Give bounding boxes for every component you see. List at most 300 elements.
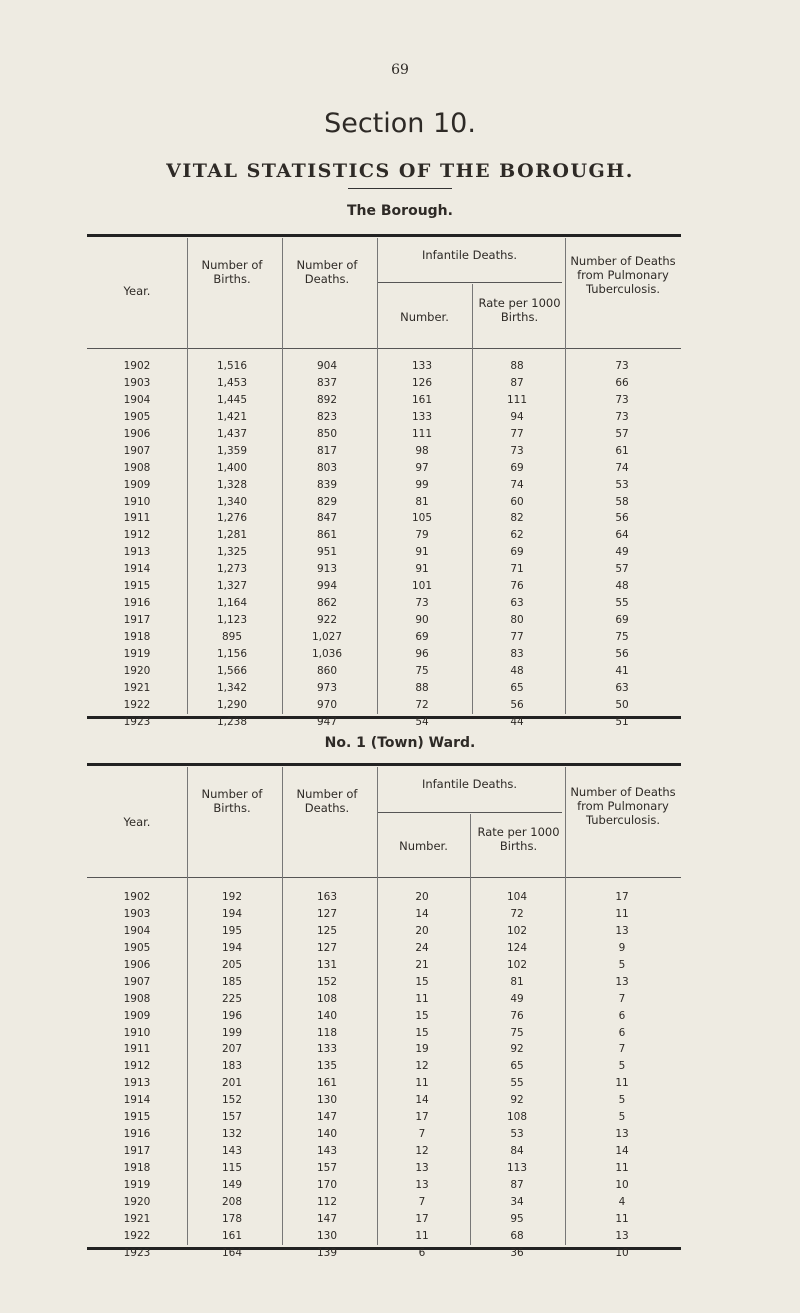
deaths-cell: 170 bbox=[316, 1178, 338, 1191]
table-row bbox=[87, 991, 681, 1008]
births-cell: 183 bbox=[221, 1060, 243, 1073]
table-row bbox=[87, 1008, 681, 1025]
deaths-cell: 147 bbox=[316, 1212, 338, 1225]
title-divider bbox=[348, 188, 452, 189]
pulmonary-deaths-cell: 48 bbox=[615, 580, 629, 593]
births-cell: 1,437 bbox=[216, 427, 248, 440]
infant-rate-cell: 34 bbox=[510, 1195, 524, 1208]
infant-deaths-cell: 88 bbox=[415, 681, 429, 694]
year-cell: 1902 bbox=[123, 360, 151, 372]
year-cell: 1904 bbox=[123, 924, 151, 937]
year-cell: 1907 bbox=[123, 975, 151, 988]
header-births: Number of Births. bbox=[201, 787, 263, 815]
infant-deaths-cell: 105 bbox=[411, 512, 433, 525]
infant-rate-cell: 69 bbox=[510, 546, 524, 559]
births-cell: 152 bbox=[221, 1094, 243, 1107]
year-cell: 1920 bbox=[123, 664, 151, 677]
births-cell: 208 bbox=[221, 1195, 243, 1208]
page-number: 69 bbox=[391, 62, 409, 78]
deaths-cell: 112 bbox=[316, 1195, 338, 1208]
births-cell: 185 bbox=[221, 975, 243, 988]
header-year: Year. bbox=[123, 815, 151, 829]
births-cell: 143 bbox=[221, 1145, 243, 1158]
infant-rate-cell: 92 bbox=[510, 1094, 524, 1107]
deaths-cell: 140 bbox=[316, 1128, 338, 1141]
deaths-cell: 860 bbox=[316, 664, 338, 677]
table-row bbox=[87, 974, 681, 991]
infant-deaths-cell: 99 bbox=[415, 478, 429, 491]
pulmonary-deaths-cell: 9 bbox=[618, 941, 626, 954]
deaths-cell: 823 bbox=[316, 410, 338, 423]
births-cell: 164 bbox=[221, 1246, 243, 1259]
deaths-cell: 973 bbox=[316, 681, 338, 694]
infant-rate-cell: 69 bbox=[510, 461, 524, 474]
pulmonary-deaths-cell: 6 bbox=[618, 1009, 626, 1022]
infant-rate-cell: 68 bbox=[510, 1229, 524, 1242]
deaths-cell: 161 bbox=[316, 1077, 338, 1090]
year-cell: 1915 bbox=[123, 580, 151, 593]
year-cell: 1916 bbox=[123, 1128, 151, 1141]
pulmonary-deaths-cell: 11 bbox=[615, 1162, 629, 1174]
pulmonary-deaths-cell: 57 bbox=[615, 563, 629, 576]
deaths-cell: 131 bbox=[316, 958, 338, 971]
deaths-cell: 127 bbox=[316, 941, 338, 954]
infant-rate-cell: 95 bbox=[510, 1212, 524, 1225]
infant-rate-cell: 75 bbox=[510, 1026, 524, 1039]
pulmonary-deaths-cell: 11 bbox=[615, 1212, 629, 1225]
pulmonary-deaths-cell: 63 bbox=[615, 681, 629, 694]
infant-deaths-cell: 97 bbox=[415, 461, 429, 474]
year-cell: 1905 bbox=[123, 941, 151, 954]
deaths-cell: 817 bbox=[316, 444, 338, 457]
deaths-cell: 861 bbox=[316, 529, 338, 542]
infant-deaths-cell: 101 bbox=[411, 580, 433, 593]
year-cell: 1920 bbox=[123, 1195, 151, 1208]
table-row bbox=[87, 578, 681, 595]
births-cell: 161 bbox=[221, 1229, 243, 1242]
table-row bbox=[87, 940, 681, 957]
table-row bbox=[87, 1058, 681, 1075]
infant-rate-cell: 94 bbox=[510, 410, 524, 423]
pulmonary-deaths-cell: 57 bbox=[615, 427, 629, 440]
infant-deaths-cell: 20 bbox=[415, 924, 429, 937]
births-cell: 1,421 bbox=[216, 410, 248, 423]
infant-deaths-cell: 11 bbox=[415, 992, 429, 1005]
infant-rate-cell: 56 bbox=[510, 698, 524, 711]
deaths-cell: 951 bbox=[316, 546, 338, 559]
pulmonary-deaths-cell: 56 bbox=[615, 512, 629, 525]
infant-rate-cell: 81 bbox=[510, 975, 524, 988]
year-cell: 1919 bbox=[123, 1178, 151, 1191]
deaths-cell: 947 bbox=[316, 715, 338, 728]
table-row bbox=[87, 510, 681, 527]
table-row bbox=[87, 494, 681, 511]
table-row bbox=[87, 443, 681, 460]
header-infantile-rate: Rate per 1000 Births. bbox=[477, 825, 560, 853]
table-top-rule bbox=[87, 763, 681, 766]
table-row bbox=[87, 1025, 681, 1042]
infant-rate-cell: 111 bbox=[506, 393, 528, 406]
infant-deaths-cell: 15 bbox=[415, 1026, 429, 1039]
table-row bbox=[87, 629, 681, 646]
table-row bbox=[87, 646, 681, 663]
infant-rate-cell: 65 bbox=[510, 681, 524, 694]
infant-deaths-cell: 75 bbox=[415, 664, 429, 677]
deaths-cell: 994 bbox=[316, 580, 338, 593]
deaths-cell: 850 bbox=[316, 427, 338, 440]
infant-deaths-cell: 111 bbox=[411, 427, 433, 440]
infant-deaths-cell: 12 bbox=[415, 1145, 429, 1158]
deaths-cell: 163 bbox=[316, 891, 338, 903]
births-cell: 132 bbox=[221, 1128, 243, 1141]
header-births: Number of Births. bbox=[201, 258, 263, 286]
deaths-cell: 130 bbox=[316, 1094, 338, 1107]
year-cell: 1923 bbox=[123, 715, 151, 728]
infant-deaths-cell: 72 bbox=[415, 698, 429, 711]
births-cell: 1,281 bbox=[216, 529, 248, 542]
deaths-cell: 904 bbox=[316, 360, 338, 372]
pulmonary-deaths-cell: 17 bbox=[615, 891, 629, 903]
infant-rate-cell: 113 bbox=[506, 1162, 528, 1174]
pulmonary-deaths-cell: 73 bbox=[615, 360, 629, 372]
births-cell: 1,276 bbox=[216, 512, 248, 525]
pulmonary-deaths-cell: 11 bbox=[615, 907, 629, 920]
year-cell: 1914 bbox=[123, 1094, 151, 1107]
deaths-cell: 140 bbox=[316, 1009, 338, 1022]
infant-deaths-cell: 12 bbox=[415, 1060, 429, 1073]
infant-deaths-cell: 133 bbox=[411, 410, 433, 423]
deaths-cell: 147 bbox=[316, 1111, 338, 1124]
table-row bbox=[87, 392, 681, 409]
pulmonary-deaths-cell: 10 bbox=[615, 1178, 629, 1191]
pulmonary-deaths-cell: 13 bbox=[615, 1128, 629, 1141]
births-cell: 1,342 bbox=[216, 681, 248, 694]
pulmonary-deaths-cell: 61 bbox=[615, 444, 629, 457]
infantile-sub-rule bbox=[377, 282, 562, 283]
header-deaths: Number of Deaths. bbox=[296, 787, 358, 815]
table-row bbox=[87, 714, 681, 731]
infant-rate-cell: 92 bbox=[510, 1043, 524, 1056]
table-row bbox=[87, 1041, 681, 1058]
infant-deaths-cell: 7 bbox=[418, 1195, 426, 1208]
table-row bbox=[87, 460, 681, 477]
header-infantile: Infantile Deaths. bbox=[421, 248, 518, 262]
pulmonary-deaths-cell: 73 bbox=[615, 393, 629, 406]
infant-rate-cell: 74 bbox=[510, 478, 524, 491]
year-cell: 1913 bbox=[123, 1077, 151, 1090]
infant-rate-cell: 73 bbox=[510, 444, 524, 457]
header-deaths: Number of Deaths. bbox=[296, 258, 358, 286]
births-cell: 1,273 bbox=[216, 563, 248, 576]
year-cell: 1910 bbox=[123, 495, 151, 508]
infant-rate-cell: 108 bbox=[506, 1111, 528, 1124]
year-cell: 1908 bbox=[123, 992, 151, 1005]
births-cell: 192 bbox=[221, 891, 243, 903]
deaths-cell: 970 bbox=[316, 698, 338, 711]
infant-deaths-cell: 7 bbox=[418, 1128, 426, 1141]
year-cell: 1919 bbox=[123, 647, 151, 660]
pulmonary-deaths-cell: 5 bbox=[618, 1094, 626, 1107]
table-row bbox=[87, 358, 681, 375]
infant-deaths-cell: 19 bbox=[415, 1043, 429, 1056]
pulmonary-deaths-cell: 13 bbox=[615, 975, 629, 988]
births-cell: 895 bbox=[221, 631, 243, 643]
infant-rate-cell: 60 bbox=[510, 495, 524, 508]
infant-rate-cell: 84 bbox=[510, 1145, 524, 1158]
births-cell: 149 bbox=[221, 1178, 243, 1191]
births-cell: 1,359 bbox=[216, 444, 248, 457]
header-pulmonary: Number of Deaths from Pulmonary Tuberculosis. bbox=[570, 254, 676, 296]
year-cell: 1906 bbox=[123, 958, 151, 971]
table-row bbox=[87, 612, 681, 629]
table-top-rule bbox=[87, 234, 681, 237]
infant-rate-cell: 82 bbox=[510, 512, 524, 525]
infant-rate-cell: 124 bbox=[506, 941, 528, 954]
year-cell: 1911 bbox=[123, 1043, 151, 1056]
deaths-cell: 118 bbox=[316, 1026, 338, 1039]
table-row bbox=[87, 663, 681, 680]
pulmonary-deaths-cell: 13 bbox=[615, 1229, 629, 1242]
infant-deaths-cell: 126 bbox=[411, 376, 433, 389]
table-row bbox=[87, 680, 681, 697]
infantile-sub-rule bbox=[377, 812, 562, 813]
births-cell: 1,445 bbox=[216, 393, 248, 406]
births-cell: 178 bbox=[221, 1212, 243, 1225]
year-cell: 1918 bbox=[123, 1162, 151, 1174]
deaths-cell: 829 bbox=[316, 495, 338, 508]
year-cell: 1915 bbox=[123, 1111, 151, 1124]
deaths-cell: 139 bbox=[316, 1246, 338, 1259]
deaths-cell: 1,027 bbox=[311, 631, 343, 643]
infant-deaths-cell: 15 bbox=[415, 1009, 429, 1022]
infant-rate-cell: 102 bbox=[506, 924, 528, 937]
table-row bbox=[87, 889, 681, 906]
year-cell: 1903 bbox=[123, 376, 151, 389]
infant-deaths-cell: 20 bbox=[415, 891, 429, 903]
table-row bbox=[87, 375, 681, 392]
year-cell: 1912 bbox=[123, 529, 151, 542]
borough-table-title: The Borough. bbox=[347, 203, 453, 219]
pulmonary-deaths-cell: 14 bbox=[615, 1145, 629, 1158]
year-cell: 1914 bbox=[123, 563, 151, 576]
year-cell: 1918 bbox=[123, 631, 151, 643]
table-row bbox=[87, 527, 681, 544]
infant-rate-cell: 65 bbox=[510, 1060, 524, 1073]
table-row bbox=[87, 1194, 681, 1211]
deaths-cell: 862 bbox=[316, 597, 338, 610]
infant-deaths-cell: 161 bbox=[411, 393, 433, 406]
pulmonary-deaths-cell: 69 bbox=[615, 614, 629, 627]
infant-deaths-cell: 13 bbox=[415, 1178, 429, 1191]
infant-deaths-cell: 81 bbox=[415, 495, 429, 508]
table-row bbox=[87, 906, 681, 923]
births-cell: 1,156 bbox=[216, 647, 248, 660]
deaths-cell: 913 bbox=[316, 563, 338, 576]
table-row bbox=[87, 561, 681, 578]
main-title: VITAL STATISTICS OF THE BOROUGH. bbox=[166, 160, 634, 182]
births-cell: 207 bbox=[221, 1043, 243, 1056]
infant-deaths-cell: 6 bbox=[418, 1246, 426, 1259]
table-row bbox=[87, 923, 681, 940]
infant-deaths-cell: 11 bbox=[415, 1077, 429, 1090]
year-cell: 1905 bbox=[123, 410, 151, 423]
infant-rate-cell: 63 bbox=[510, 597, 524, 610]
deaths-cell: 1,036 bbox=[311, 647, 343, 660]
pulmonary-deaths-cell: 51 bbox=[615, 715, 629, 728]
births-cell: 1,325 bbox=[216, 546, 248, 559]
pulmonary-deaths-cell: 50 bbox=[615, 698, 629, 711]
births-cell: 205 bbox=[221, 958, 243, 971]
table-row bbox=[87, 1109, 681, 1126]
infant-rate-cell: 62 bbox=[510, 529, 524, 542]
deaths-cell: 130 bbox=[316, 1229, 338, 1242]
births-cell: 1,290 bbox=[216, 698, 248, 711]
header-pulmonary: Number of Deaths from Pulmonary Tuberculosis. bbox=[570, 785, 676, 827]
infant-rate-cell: 87 bbox=[510, 1178, 524, 1191]
pulmonary-deaths-cell: 74 bbox=[615, 461, 629, 474]
deaths-cell: 152 bbox=[316, 975, 338, 988]
infant-deaths-cell: 13 bbox=[415, 1162, 429, 1174]
infant-rate-cell: 76 bbox=[510, 1009, 524, 1022]
infant-rate-cell: 77 bbox=[510, 427, 524, 440]
births-cell: 195 bbox=[221, 924, 243, 937]
table-row bbox=[87, 1228, 681, 1245]
table-row bbox=[87, 1126, 681, 1143]
pulmonary-deaths-cell: 55 bbox=[615, 597, 629, 610]
pulmonary-deaths-cell: 10 bbox=[615, 1246, 629, 1259]
births-cell: 157 bbox=[221, 1111, 243, 1124]
table-row bbox=[87, 1245, 681, 1262]
table-row bbox=[87, 1160, 681, 1177]
pulmonary-deaths-cell: 5 bbox=[618, 958, 626, 971]
table-row bbox=[87, 1211, 681, 1228]
pulmonary-deaths-cell: 73 bbox=[615, 410, 629, 423]
table-body bbox=[87, 358, 681, 731]
year-cell: 1903 bbox=[123, 907, 151, 920]
pulmonary-deaths-cell: 56 bbox=[615, 647, 629, 660]
table-row bbox=[87, 409, 681, 426]
infant-deaths-cell: 14 bbox=[415, 907, 429, 920]
infant-deaths-cell: 69 bbox=[415, 631, 429, 643]
pulmonary-deaths-cell: 6 bbox=[618, 1026, 626, 1039]
pulmonary-deaths-cell: 41 bbox=[615, 664, 629, 677]
deaths-cell: 143 bbox=[316, 1145, 338, 1158]
year-cell: 1909 bbox=[123, 478, 151, 491]
pulmonary-deaths-cell: 66 bbox=[615, 376, 629, 389]
births-cell: 194 bbox=[221, 907, 243, 920]
year-cell: 1907 bbox=[123, 444, 151, 457]
infant-rate-cell: 36 bbox=[510, 1246, 524, 1259]
infant-rate-cell: 55 bbox=[510, 1077, 524, 1090]
deaths-cell: 922 bbox=[316, 614, 338, 627]
infant-rate-cell: 44 bbox=[510, 715, 524, 728]
header-bottom-rule bbox=[87, 348, 681, 349]
deaths-cell: 839 bbox=[316, 478, 338, 491]
pulmonary-deaths-cell: 5 bbox=[618, 1111, 626, 1124]
infant-deaths-cell: 96 bbox=[415, 647, 429, 660]
deaths-cell: 135 bbox=[316, 1060, 338, 1073]
town-ward-table-title: No. 1 (Town) Ward. bbox=[324, 735, 476, 751]
infant-rate-cell: 72 bbox=[510, 907, 524, 920]
table-row bbox=[87, 426, 681, 443]
table-row bbox=[87, 477, 681, 494]
infant-deaths-cell: 54 bbox=[415, 715, 429, 728]
year-cell: 1922 bbox=[123, 1229, 151, 1242]
births-cell: 1,453 bbox=[216, 376, 248, 389]
births-cell: 1,123 bbox=[216, 614, 248, 627]
year-cell: 1913 bbox=[123, 546, 151, 559]
infant-deaths-cell: 133 bbox=[411, 360, 433, 372]
infant-rate-cell: 83 bbox=[510, 647, 524, 660]
infant-deaths-cell: 90 bbox=[415, 614, 429, 627]
births-cell: 199 bbox=[221, 1026, 243, 1039]
deaths-cell: 157 bbox=[316, 1162, 338, 1174]
infant-rate-cell: 77 bbox=[510, 631, 524, 643]
table-row bbox=[87, 697, 681, 714]
deaths-cell: 803 bbox=[316, 461, 338, 474]
infant-rate-cell: 49 bbox=[510, 992, 524, 1005]
section-title: Section 10. bbox=[324, 108, 476, 139]
infant-deaths-cell: 17 bbox=[415, 1212, 429, 1225]
header-bottom-rule bbox=[87, 877, 681, 878]
infant-deaths-cell: 91 bbox=[415, 563, 429, 576]
pulmonary-deaths-cell: 7 bbox=[618, 1043, 626, 1056]
year-cell: 1917 bbox=[123, 614, 151, 627]
year-cell: 1921 bbox=[123, 1212, 151, 1225]
births-cell: 1,164 bbox=[216, 597, 248, 610]
infant-deaths-cell: 24 bbox=[415, 941, 429, 954]
table-row bbox=[87, 1075, 681, 1092]
pulmonary-deaths-cell: 58 bbox=[615, 495, 629, 508]
deaths-cell: 127 bbox=[316, 907, 338, 920]
table-row bbox=[87, 595, 681, 612]
pulmonary-deaths-cell: 4 bbox=[618, 1195, 626, 1208]
deaths-cell: 837 bbox=[316, 376, 338, 389]
births-cell: 1,340 bbox=[216, 495, 248, 508]
infant-deaths-cell: 21 bbox=[415, 958, 429, 971]
year-cell: 1916 bbox=[123, 597, 151, 610]
year-cell: 1917 bbox=[123, 1145, 151, 1158]
year-cell: 1902 bbox=[123, 891, 151, 903]
births-cell: 1,328 bbox=[216, 478, 248, 491]
year-cell: 1912 bbox=[123, 1060, 151, 1073]
year-cell: 1904 bbox=[123, 393, 151, 406]
pulmonary-deaths-cell: 64 bbox=[615, 529, 629, 542]
infant-deaths-cell: 91 bbox=[415, 546, 429, 559]
infant-deaths-cell: 17 bbox=[415, 1111, 429, 1124]
deaths-cell: 108 bbox=[316, 992, 338, 1005]
infant-deaths-cell: 73 bbox=[415, 597, 429, 610]
table-row bbox=[87, 1143, 681, 1160]
infant-rate-cell: 76 bbox=[510, 580, 524, 593]
town-ward-table bbox=[87, 763, 681, 1259]
header-year: Year. bbox=[123, 284, 151, 298]
deaths-cell: 133 bbox=[316, 1043, 338, 1056]
infant-deaths-cell: 14 bbox=[415, 1094, 429, 1107]
births-cell: 196 bbox=[221, 1009, 243, 1022]
table-row bbox=[87, 1177, 681, 1194]
year-cell: 1922 bbox=[123, 698, 151, 711]
year-cell: 1921 bbox=[123, 681, 151, 694]
infant-rate-cell: 48 bbox=[510, 664, 524, 677]
births-cell: 225 bbox=[221, 992, 243, 1005]
births-cell: 115 bbox=[221, 1162, 243, 1174]
infant-deaths-cell: 98 bbox=[415, 444, 429, 457]
pulmonary-deaths-cell: 5 bbox=[618, 1060, 626, 1073]
infant-rate-cell: 88 bbox=[510, 360, 524, 372]
pulmonary-deaths-cell: 13 bbox=[615, 924, 629, 937]
header-infantile-number: Number. bbox=[399, 839, 448, 853]
